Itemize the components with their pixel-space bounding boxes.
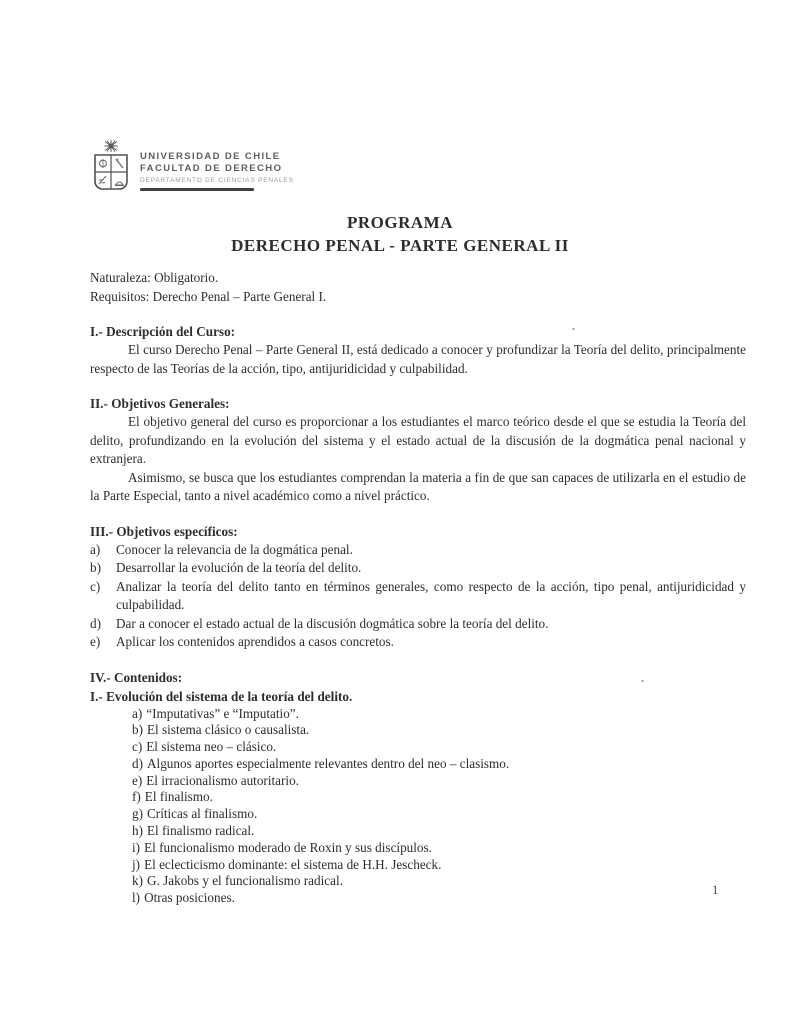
item-text: El sistema neo – clásico. (146, 739, 277, 755)
page-number: 1 (712, 882, 719, 897)
item-text: Algunos aportes especialmente relevantes dentro del neo – clasismo. (147, 755, 510, 771)
item-text: El finalismo. (144, 789, 213, 805)
letterhead-divider (140, 188, 254, 191)
faculty-name: FACULTAD DE DERECHO (140, 163, 283, 174)
list-item (132, 840, 746, 857)
item-text: El funcionalismo moderado de Roxin y sus discípulos. (144, 839, 432, 855)
item-label: i) (132, 839, 141, 855)
item-text: Críticas al finalismo. (147, 806, 258, 822)
document-title (0, 212, 800, 258)
university-name: UNIVERSIDAD DE CHILE (140, 151, 281, 162)
paragraph: Asimismo, se busca que los estudiantes comprendan la materia a fin de que san capaces de utilizarla en el estudio de la Parte Especial, tanto a nivel académico como a nivel práctico. (90, 469, 746, 503)
contents-list (132, 706, 746, 908)
list-item (132, 773, 746, 790)
item-text: Aplicar los contenidos aprendidos a casos concretos. (116, 634, 394, 649)
item-text: Otras posiciones. (144, 890, 235, 906)
item-label: l) (132, 890, 141, 906)
list-item (132, 756, 746, 773)
meta-requisitos: Requisitos: Derecho Penal – Parte General I. (90, 288, 327, 304)
item-text: El irracionalismo autoritario. (146, 772, 299, 788)
list-item (132, 890, 746, 907)
item-text: Dar a conocer el estado actual de la discusión dogmática sobre la teoría del delito. (116, 615, 549, 631)
item-text: El eclecticismo dominante: el sistema de H.H. Jescheck. (144, 856, 442, 872)
item-label: a) (132, 705, 143, 721)
item-text: El sistema clásico o causalista. (147, 722, 310, 738)
section-heading: I.- Descripción del Curso: (90, 324, 236, 339)
item-label: h) (132, 823, 143, 839)
list-item (132, 857, 746, 874)
scan-speck (641, 680, 644, 682)
item-text: Analizar la teoría del delito tanto en términos generales, como respecto de la acción, tipo penal, antijuridicidad y culpabilidad. (116, 578, 746, 612)
scan-speck (572, 328, 575, 330)
paragraph: El curso Derecho Penal – Parte General II, está dedicado a conocer y profundizar la Teoría del delito, principalmente respecto de las Teorías de la acción, tipo, antijuridicidad y culpabilidad. (90, 342, 746, 376)
item-label: j) (132, 856, 141, 872)
list-item (132, 739, 746, 756)
item-text: El finalismo radical. (147, 823, 255, 839)
list-item (90, 633, 746, 652)
list-item (132, 789, 746, 806)
item-label: g) (132, 806, 143, 822)
item-label: d) (90, 615, 101, 631)
document-body (90, 269, 746, 907)
item-label: e) (132, 772, 143, 788)
title-course: DERECHO PENAL - PARTE GENERAL II (231, 236, 569, 255)
university-crest-icon (92, 139, 130, 193)
item-label: c) (132, 739, 143, 755)
meta-naturaleza: Naturaleza: Obligatorio. (90, 270, 219, 285)
list-item (90, 578, 746, 615)
department-name: DEPARTAMENTO DE CIENCIAS PENALES (140, 177, 294, 184)
title-programa: PROGRAMA (347, 213, 453, 232)
section-objetivos-especificos (90, 522, 746, 652)
list-item (90, 615, 746, 634)
section-heading: III.- Objetivos específicos: (90, 523, 238, 539)
list-item (132, 706, 746, 723)
item-text: Desarrollar la evolución de la teoría del delito. (116, 560, 362, 575)
section-heading: II.- Objetivos Generales: (90, 396, 230, 411)
list-item (132, 722, 746, 739)
item-label: c) (90, 578, 101, 594)
item-text: G. Jakobs y el funcionalismo radical. (147, 873, 343, 889)
objectives-list (90, 541, 746, 652)
letterhead (92, 139, 294, 193)
list-item (132, 823, 746, 840)
item-text: “Imputativas” e “Imputatio”. (146, 705, 299, 721)
item-label: k) (132, 873, 143, 889)
item-label: e) (90, 634, 101, 649)
list-item (90, 541, 746, 560)
item-label: f) (132, 789, 141, 805)
list-item (132, 873, 746, 890)
list-item (132, 806, 746, 823)
item-label: b) (90, 560, 101, 575)
section-contenidos (90, 668, 746, 908)
section-objetivos-generales (90, 394, 746, 506)
section-descripcion (90, 322, 746, 378)
list-item (90, 559, 746, 578)
item-text: Conocer la relevancia de la dogmática penal. (116, 541, 353, 557)
section-heading: IV.- Contenidos: (90, 669, 183, 685)
paragraph: El objetivo general del curso es proporcionar a los estudiantes el marco teórico desde el que se estudia la Teoría del delito, profundizando en la evolución del sistema y el estado actual de la discusión de la dogmática penal nacional y extranjera. (90, 414, 746, 466)
unit-heading: I.- Evolución del sistema de la teoría del delito. (90, 688, 353, 704)
item-label: a) (90, 541, 101, 557)
letterhead-text (140, 139, 294, 191)
item-label: b) (132, 722, 143, 738)
item-label: d) (132, 755, 143, 771)
